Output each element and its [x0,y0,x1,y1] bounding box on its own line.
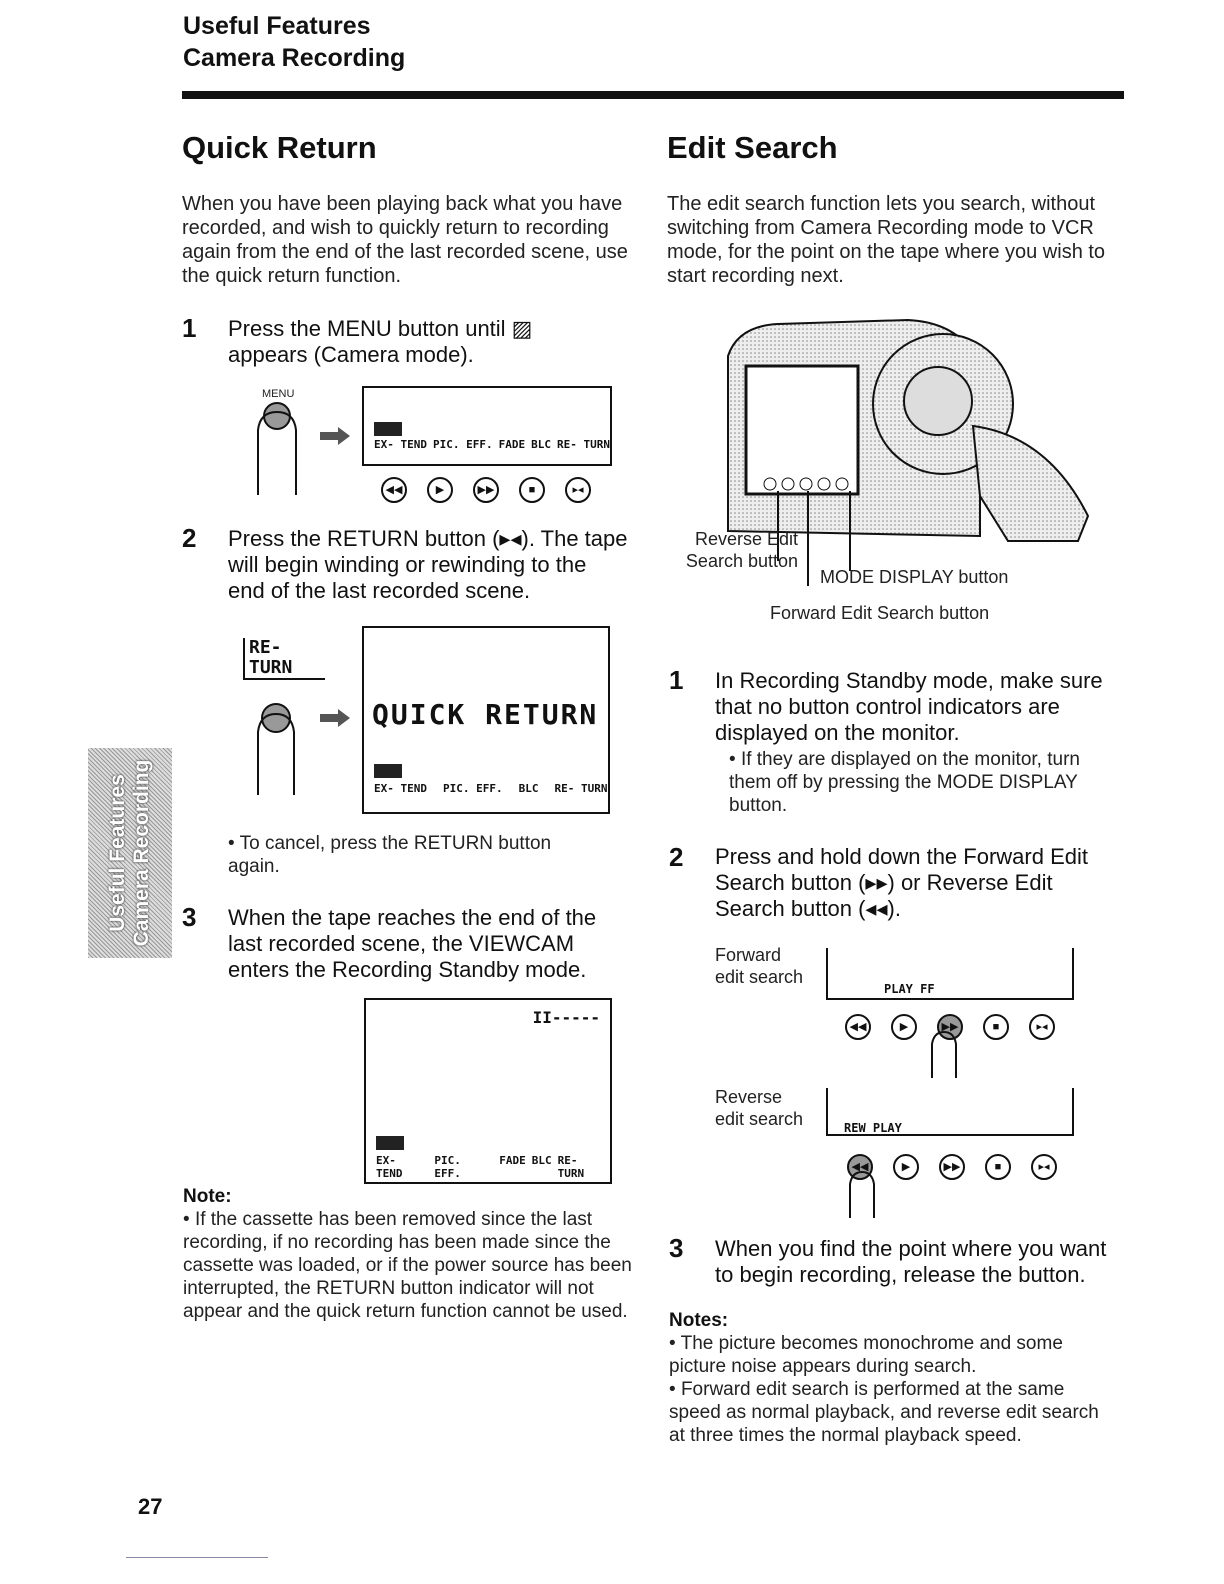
section-header: Useful Features [183,12,371,40]
side-tab-line1: Useful Features [106,774,129,932]
qr-step1-num: 1 [182,313,197,343]
play-button[interactable]: ▶ [891,1014,917,1040]
es-step1-num: 1 [669,665,684,695]
play-button[interactable]: ▶ [427,477,453,503]
stop-button[interactable]: ■ [983,1014,1009,1040]
reverse-edit-callout: Reverse Edit Search button [685,529,798,571]
osd-label: FADE [499,1154,526,1167]
quick-return-intro: When you have been playing back what you have recorded, and wish to quickly return to recording again from the end of the last recorded scene, use the quick return function. [182,193,628,287]
menu-label: MENU [262,388,295,400]
return-button[interactable]: ▸◂ [1029,1014,1055,1040]
finger-press-return-icon [250,700,310,800]
es-step3-num: 3 [669,1233,684,1263]
finger-press-icon [844,1170,884,1220]
es-step2-text: Press and hold down the Forward Edit Search button (▸▸) or Reverse Edit Search button (◂◂). [715,844,1088,921]
es-notes-heading: Notes: [669,1310,729,1331]
qr-step3-num: 3 [182,902,197,932]
side-tab [88,748,172,958]
play-button[interactable]: ▶ [893,1154,919,1180]
osd-label: PIC. EFF. [442,782,503,795]
osd-label: RE- TURN [557,1154,585,1180]
fast-forward-button[interactable]: ▶▶ [473,477,499,503]
return-key-line2: TURN [249,657,293,678]
fast-forward-button[interactable]: ▶▶ [937,1014,963,1040]
arrow-icon [318,708,352,728]
osd-label: BLC [531,1154,552,1167]
qr-step2-text: Press the RETURN button (▸◂). The tape will begin winding or rewinding to the end of the last recorded scene. [228,526,628,603]
osd-label: FADE [498,438,526,451]
osd-label: EX- TEND [374,782,427,795]
es-step3-text: When you find the point where you want to begin recording, release the button. [715,1236,1107,1287]
osd-label-row [376,1154,610,1180]
reverse-search-label: Reverse edit search [715,1087,804,1129]
rewind-button[interactable]: ◀◀ [847,1154,873,1180]
tape-mode-icon [374,422,402,436]
osd-label: PIC. EFF. [432,438,493,451]
qr-step1-text: Press the MENU button until ▨ appears (Camera mode). [228,316,533,367]
forward-search-label: Forward edit search [715,945,804,987]
return-button[interactable]: ▸◂ [1031,1154,1057,1180]
osd-label: EX- TEND [376,1154,403,1180]
edit-search-intro: The edit search function lets you search, without switching from Camera Recording mode to VCR mode, for the point on the tape where you wish to start recording next. [667,193,1106,287]
page-number: 27 [138,1494,163,1519]
es-step2-num: 2 [669,842,684,872]
osd-label: RE- TURN [554,782,608,795]
osd-label-row [374,782,607,795]
rewind-button[interactable]: ◀◀ [381,477,407,503]
header-rule [182,91,1124,99]
return-key-line1: RE- [249,637,282,658]
qr-note-heading: Note: [183,1186,232,1207]
reverse-osd-screen [826,1088,1074,1136]
quick-return-screen [362,626,610,814]
side-tab-line2: Camera Recording [130,759,153,947]
menu-screen [362,386,612,466]
qr-step2-num: 2 [182,523,197,553]
finger-press-icon [926,1030,966,1080]
return-button[interactable]: ▸◂ [565,477,591,503]
footer-line [126,1557,268,1558]
finger-press-icon [250,400,310,500]
stop-button[interactable]: ■ [985,1154,1011,1180]
osd-label: BLC [518,782,539,795]
rewind-button[interactable]: ◀◀ [845,1014,871,1040]
control-buttons [381,477,591,503]
forward-osd-screen [826,948,1074,1000]
es-note: • The picture becomes monochrome and some picture noise appears during search. [669,1333,1063,1377]
edit-search-title: Edit Search [667,130,838,165]
reverse-osd-text: REW PLAY [844,1121,902,1135]
stop-button[interactable]: ■ [519,477,545,503]
osd-label: EX- TEND [374,438,427,451]
mode-display-callout: MODE DISPLAY button [820,567,1009,587]
qr-step3-text: When the tape reaches the end of the last recorded scene, the VIEWCAM enters the Recording Standby mode. [228,905,597,982]
return-key-label [243,638,325,680]
arrow-icon [318,426,352,446]
fast-forward-button[interactable]: ▶▶ [939,1154,965,1180]
forward-edit-callout: Forward Edit Search button [770,603,990,623]
osd-label: PIC. EFF. [434,1154,461,1180]
standby-screen [364,998,612,1184]
forward-osd-text: PLAY FF [884,982,935,996]
osd-label-row [374,438,610,451]
es-note: • Forward edit search is performed at the same speed as normal playback, and reverse edit search at three times the normal playback speed. [669,1379,1099,1446]
qr-cancel-bullet: • To cancel, press the RETURN button again. [228,833,552,877]
tape-mode-icon [374,764,402,778]
es-step1-text: In Recording Standby mode, make sure that no button control indicators are displayed on the monitor. [715,668,1103,745]
tape-mode-icon [376,1136,404,1150]
qr-note: • If the cassette has been removed since the last recording, if no recording has been made since the cassette was loaded, or if the power source has been interrupted, the RETURN button indicator will not appear and the quick return function cannot be used. [183,1209,632,1322]
osd-label: BLC [531,438,551,451]
quick-return-blink-text: QUICK RETURN [372,698,599,731]
es-step1-bullet: • If they are displayed on the monitor, turn them off by pressing the MODE DISPLAY button. [729,749,1080,816]
osd-label: RE- TURN [556,438,610,451]
quick-return-title: Quick Return [182,130,377,165]
standby-indicator: II----- [532,1008,600,1027]
section-subheader: Camera Recording [183,44,406,72]
